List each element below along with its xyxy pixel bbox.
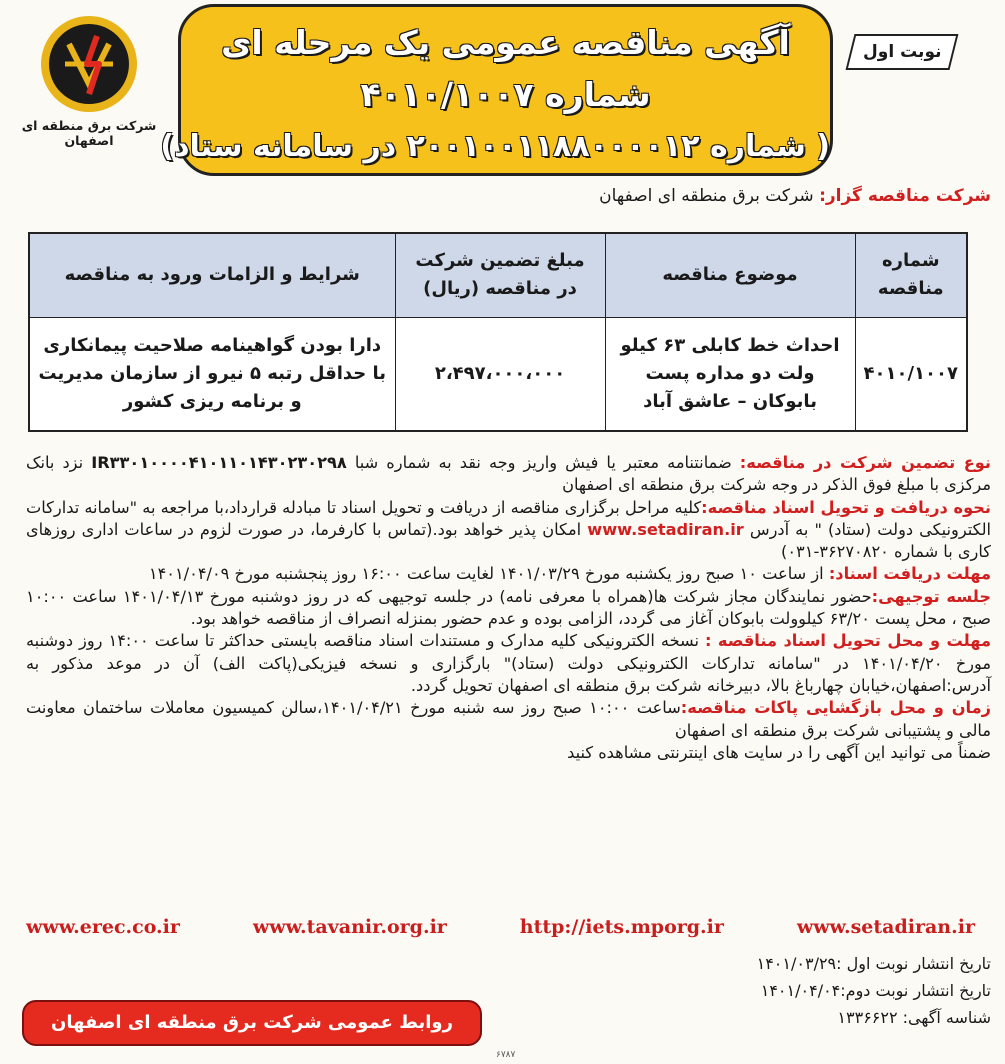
cell-number: ۴۰۱۰/۱۰۰۷ bbox=[855, 317, 967, 431]
iban-number: IR۳۳۰۱۰۰۰۰۴۱۰۱۱۰۱۴۳۰۲۳۰۲۹۸ bbox=[91, 453, 347, 472]
tavanir-link[interactable]: www.tavanir.org.ir bbox=[252, 916, 447, 938]
setad-link[interactable]: www.setadiran.ir bbox=[587, 519, 744, 539]
erec-link[interactable]: www.erec.co.ir bbox=[26, 916, 180, 938]
ad-id: شناسه آگهی: ۱۳۳۶۶۲۲ bbox=[837, 1008, 991, 1027]
documents-text-1: کلیه مراحل برگزاری مناقصه از دریافت و تحویل اسناد تا مبادله قرارداد،با مراجعه به "سامانه تدارکات الکترونیکی دولت (ستاد) " به آدرس bbox=[26, 497, 992, 539]
tender-table bbox=[28, 232, 968, 432]
table-header-row bbox=[29, 233, 967, 317]
round-badge bbox=[846, 34, 959, 70]
guarantee-type-text-2: نزد بانک مرکزی با مبلغ فوق الذکر در وجه شرکت برق منطقه ای اصفهان bbox=[26, 453, 991, 495]
iets-link[interactable]: http://iets.mporg.ir bbox=[519, 916, 724, 938]
briefing-label: جلسه توجیهی: bbox=[871, 586, 991, 606]
title-line-1: آگهی مناقصه عمومی یک مرحله ای bbox=[221, 23, 790, 62]
organizer-value: شرکت برق منطقه ای اصفهان bbox=[599, 186, 814, 206]
deadline-text: از ساعت ۱۰ صبح روز یکشنبه مورخ ۱۴۰۱/۰۳/۲۹ لغایت ساعت ۱۶:۰۰ روز پنجشنبه مورخ ۱۴۰۱/۰۴/۰۹ bbox=[148, 564, 829, 584]
deadline-paragraph bbox=[26, 563, 991, 585]
header-conditions: شرایط و الزامات ورود به مناقصه bbox=[29, 233, 395, 317]
company-logo bbox=[8, 14, 170, 148]
title-line-2: شماره ۴۰۱۰/۱۰۰۷ bbox=[360, 75, 651, 114]
logo-caption: شرکت برق منطقه ای اصفهان bbox=[21, 118, 157, 148]
opening-text: ساعت ۱۰:۰۰ صبح روز سه شنبه مورخ ۱۴۰۱/۰۴/۲۱،سالن کمیسیون معاملات ساختمان معاونت مالی و پشتیبانی شرکت برق منطقه ای اصفهان bbox=[26, 698, 991, 740]
notice-body bbox=[26, 452, 991, 764]
power-company-logo-icon bbox=[39, 14, 139, 114]
websites-note: ضمناً می توانید این آگهی را در سایت های اینترنتی مشاهده کنید bbox=[567, 742, 991, 762]
round-badge-label: نوبت اول bbox=[862, 42, 942, 62]
opening-paragraph bbox=[26, 697, 991, 742]
header-guarantee: مبلغ تضمین شرکت در مناقصه (ریال) bbox=[395, 233, 605, 317]
title-line-3: ( شماره ۲۰۰۱۰۰۱۱۸۸۰۰۰۰۱۲ در سامانه ستاد) bbox=[160, 129, 830, 164]
cell-subject: احداث خط کابلی ۶۳ کیلو ولت دو مداره پست بابوکان – عاشق آباد bbox=[605, 317, 855, 431]
documents-text-2: امکان پذیر خواهد بود.(تماس با کارفرما، در صورت لزوم در ساعات اداری روزهای کاری با شماره ۳۶۲۷۰۸۲۰-۰۳۱) bbox=[26, 519, 991, 562]
header bbox=[0, 0, 1005, 182]
deadline-label: مهلت دریافت اسناد: bbox=[828, 564, 991, 584]
delivery-label: مهلت و محل تحویل اسناد مناقصه : bbox=[704, 631, 991, 651]
documents-label: نحوه دریافت و تحویل اسناد مناقصه: bbox=[701, 497, 991, 517]
briefing-paragraph bbox=[26, 586, 991, 631]
organizer-label: شرکت مناقصه گزار: bbox=[819, 186, 991, 206]
guarantee-type-label: نوع تضمین شرکت در مناقصه: bbox=[739, 453, 991, 472]
delivery-paragraph bbox=[26, 630, 991, 697]
ad-code: ۶۷۸۷ bbox=[496, 1050, 516, 1060]
publication-info bbox=[757, 950, 991, 1031]
title-banner bbox=[160, 4, 833, 176]
second-publication-date: تاریخ انتشار نوبت دوم:۱۴۰۱/۰۴/۰۴ bbox=[760, 981, 991, 1000]
setadiran-link[interactable]: www.setadiran.ir bbox=[796, 916, 975, 938]
cell-guarantee: ۲،۴۹۷،۰۰۰،۰۰۰ bbox=[395, 317, 605, 431]
briefing-text: حضور نمایندگان مجاز شرکت ها(همراه با معرفی نامه) در جلسه توجیهی که در روز دوشنبه مورخ ۱۴۰۱/۰۴/۱۳ ساعت ۱۰:۰۰ صبح ، محل پست ۶۳/۲۰ کیلوولت بابوکان آغاز می گردد، الزامی بوده و عدم حضور بمنزله انصراف از مناقصه خواهد بود. bbox=[26, 586, 991, 629]
guarantee-type-paragraph bbox=[26, 452, 991, 497]
first-publication-date: تاریخ انتشار نوبت اول :۱۴۰۱/۰۳/۲۹ bbox=[756, 954, 991, 973]
header-subject: موضوع مناقصه bbox=[605, 233, 855, 317]
table-row bbox=[29, 317, 967, 431]
documents-paragraph bbox=[26, 497, 991, 564]
opening-label: زمان و محل بازگشایی پاکات مناقصه: bbox=[680, 698, 991, 718]
websites-row bbox=[26, 916, 975, 944]
delivery-text: نسخه الکترونیکی کلیه مدارک و مستندات اسناد مناقصه بایستی حداکثر تا ساعت ۱۴:۰۰ روز دوشنبه مورخ ۱۴۰۱/۰۴/۲۰ در "سامانه تدارکات الکترونیکی دولت (ستاد)" بارگزاری و نسخه فیزیکی(پاکت الف) آن در موعد مذکور به آدرس:اصفهان،خیابان چهارباغ بالا، دبیرخانه شرکت برق منطقه ای اصفهان تحویل گردد. bbox=[26, 631, 991, 695]
cell-conditions: دارا بودن گواهینامه صلاحیت پیمانکاری با حداقل رتبه ۵ نیرو از سازمان مدیریت و برنامه ریزی کشور bbox=[29, 317, 395, 431]
guarantee-type-text-1: ضمانتنامه معتبر یا فیش واریز وجه نقد به شماره شبا bbox=[346, 453, 740, 472]
public-relations-banner: روابط عمومی شرکت برق منطقه ای اصفهان bbox=[22, 1000, 482, 1046]
organizer-line bbox=[599, 186, 991, 206]
header-number: شماره مناقصه bbox=[855, 233, 967, 317]
